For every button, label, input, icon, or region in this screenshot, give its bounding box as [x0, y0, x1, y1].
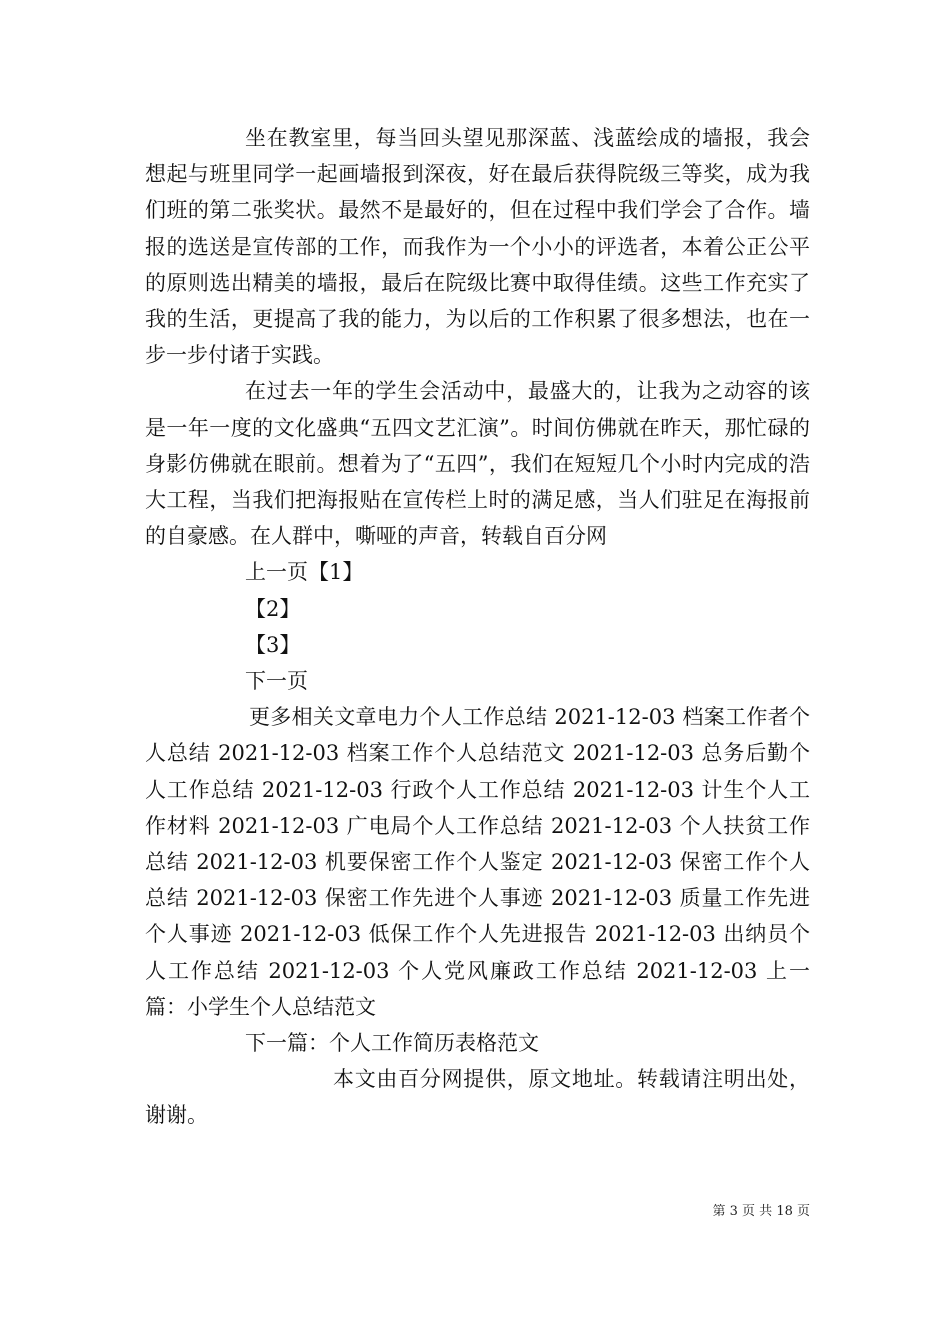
pagination-next-link[interactable]: 下一页 — [245, 669, 308, 694]
next-article-link[interactable]: 下一篇：个人工作简历表格范文 — [245, 1031, 539, 1056]
paragraph-may-fourth: 在过去一年的学生会活动中，最盛大的，让我为之动容的该是一年一度的文化盛典“五四文艺汇演”。时间仿佛就在昨天，那忙碌的身影仿佛就在眼前。想着为了“五四”，我们在短短几个小时内完成的浩大工程，当我们把海报贴在宣传栏上时的满足感，当人们驻足在海报前的自豪感。在人群中，嘶哑的声音，转载自百分网 — [145, 379, 810, 549]
page-number: 第 3 页 共 18 页 — [712, 1204, 810, 1219]
source-note: 本文由百分网提供，原文地址。转载请注明出处，谢谢。 — [145, 1067, 810, 1128]
related-articles-list[interactable]: 更多相关文章电力个人工作总结 2021-12-03 档案工作者个人总结 2021-12-03 档案工作个人总结范文 2021-12-03 总务后勤个人工作总结 2021-12-03 行政个人工作总结 2021-12-03 计生个人工作材料 2021-12-03 广电局个人工作总结 2021-12-03 个人扶贫工作总结 2021-12-03 机要保密工作个人鉴定 2021-12-03 保密工作个人总结 2021-12-03 保密工作先进个人事迹 2021-12-03 质量工作先进个人事迹 2021-12-03 低保工作个人先进报告 2021-12-03 出纳员个人工作总结 2021-12-03 个人党风廉政工作总结 2021-12-03 上一篇：小学生个人总结范文 — [145, 705, 810, 1019]
pagination-page-2-link[interactable]: 【2】 — [245, 596, 301, 621]
pagination-prev-link[interactable]: 上一页【1】 — [245, 560, 364, 585]
paragraph-wall-newspaper: 坐在教室里，每当回头望见那深蓝、浅蓝绘成的墙报，我会想起与班里同学一起画墙报到深夜，好在最后获得院级三等奖，成为我们班的第二张奖状。最然不是最好的，但在过程中我们学会了合作。墙报的选送是宣传部的工作，而我作为一个小小的评选者，本着公正公平的原则选出精美的墙报，最后在院级比赛中取得佳绩。这些工作充实了我的生活，更提高了我的能力，为以后的工作积累了很多想法，也在一步一步付诸于实践。 — [145, 126, 810, 368]
document-body — [145, 120, 810, 1134]
pagination-page-3-link[interactable]: 【3】 — [245, 632, 301, 657]
